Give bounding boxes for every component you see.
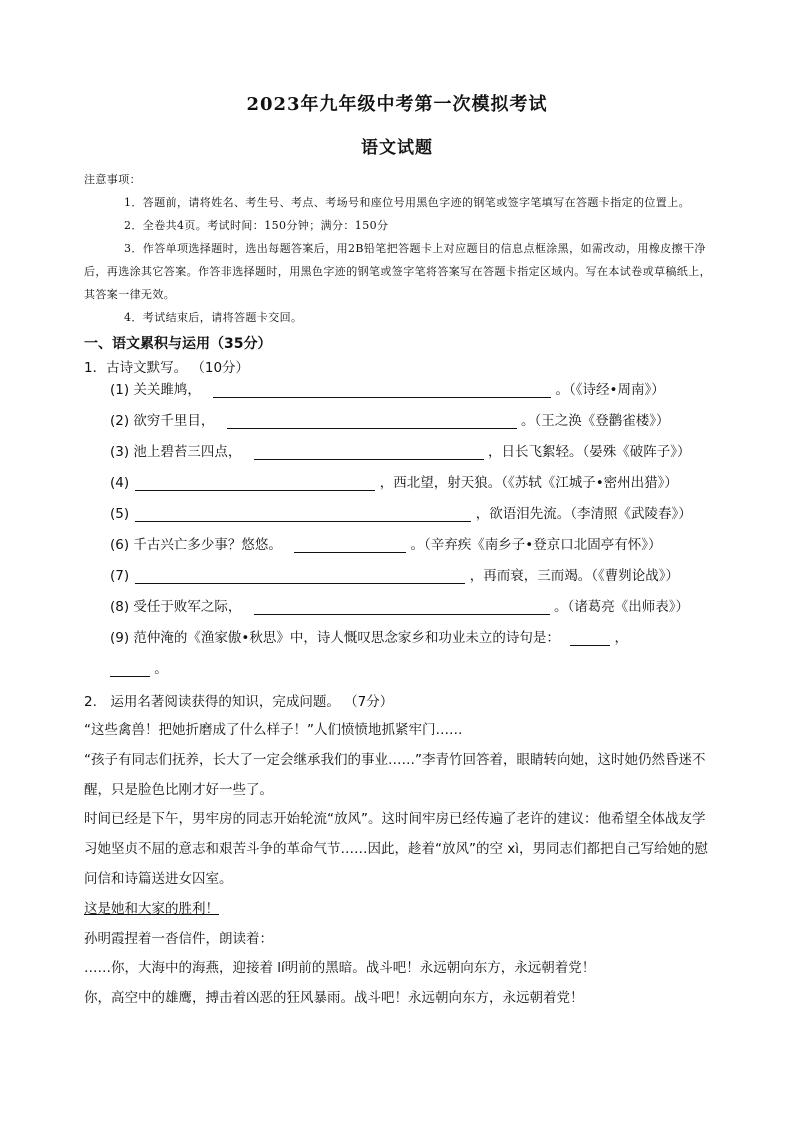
exam-title: 2023年九年级中考第一次模拟考试	[246, 94, 548, 115]
answer-blank[interactable]	[254, 441, 484, 460]
note-item: 4．考试结束后，请将答题卡交回。	[124, 311, 303, 324]
fill-line-1: (1) 关关雎鸠， 。（《诗经•周南》）	[110, 375, 720, 406]
passage-paragraph: “这些禽兽！把她折磨成了什么样子！”人们愤愤地抓紧牢门……	[84, 722, 463, 738]
answer-blank[interactable]	[135, 503, 471, 522]
answer-blank[interactable]	[254, 596, 550, 615]
passage-paragraph-underlined: 这是她和大家的胜利！	[84, 900, 219, 917]
passage-paragraph: 你，高空中的雄鹰，搏击着凶恶的狂风暴雨。战斗吧！永远朝向东方，永远朝着党！	[84, 990, 584, 1007]
answer-blank[interactable]	[227, 410, 517, 429]
fill-line-6: (6) 千古兴亡多少事？悠悠。 。（辛弃疾《南乡子•登京口北固亭有怀》）	[110, 530, 720, 561]
fill-line-7: (7) ，再而衰，三而竭。（《曹刿论战》）	[110, 561, 720, 592]
fill-line-9: (9) 范仲淹的《渔家傲•秋思》中，诗人慨叹思念家乡和功业未立的诗句是： ，	[110, 623, 720, 654]
note-item: 1．答题前，请将姓名、考生号、考点、考场号和座位号用黑色字迹的钢笔或签字笔填写在答题卡指定的位置上。	[124, 196, 690, 209]
fill-line-8: (8) 受任于败军之际， 。（诸葛亮《出师表》）	[110, 592, 720, 623]
passage-paragraph: ……你，大海中的海燕，迎接着 lí明前的黑暗。战斗吧！永远朝向东方，永远朝着党！	[84, 960, 596, 977]
answer-blank[interactable]	[110, 658, 150, 677]
question-1-label: 1．古诗文默写。 （10分）	[84, 360, 250, 376]
notes-heading: 注意事项：	[84, 173, 141, 186]
passage-paragraph: 时间已经是下午，男牢房的同志开始轮流“放风”。这时间牢房已经传遍了老许的建议：他希望全体战友学习她坚贞不屈的意志和艰苦斗争的革命气节……因此，趁着“放风”的空 xì，男同志们都把自己写给她的慰问信和诗篇送进女囚室。	[84, 811, 709, 887]
section-heading: 一、语文累积与运用（35分）	[84, 336, 272, 352]
answer-blank[interactable]	[135, 472, 375, 491]
fill-line-2: (2) 欲穷千里目， 。（王之涣《登鹳雀楼》）	[110, 406, 720, 437]
answer-blank[interactable]	[294, 534, 406, 553]
reading-passage	[84, 716, 714, 1014]
fill-line-3: (3) 池上碧苔三四点， ，日长飞絮轻。（晏殊《破阵子》）	[110, 437, 720, 468]
poem-fill-list	[110, 375, 720, 685]
fill-line-5: (5) ，欲语泪先流。（李清照《武陵春》）	[110, 499, 720, 530]
question-2-label: 2. 运用名著阅读获得的知识，完成问题。 （7分）	[84, 694, 394, 710]
passage-paragraph: 孙明霞捏着一沓信件，朗读着：	[84, 930, 273, 947]
answer-blank[interactable]	[213, 379, 551, 398]
passage-paragraph: “孩子有同志们抚养，长大了一定会继承我们的事业……”李青竹回答着，眼睛转向她，这时她仍然昏迷不醒，只是脸色比刚才好一些了。	[84, 751, 706, 798]
answer-blank[interactable]	[570, 627, 610, 646]
fill-line-9-cont: 。	[110, 654, 720, 685]
exam-subtitle: 语文试题	[361, 138, 433, 158]
notes-block	[84, 168, 712, 329]
note-item: 2．全卷共4页。考试时间：150分钟；满分：150分	[124, 219, 389, 232]
fill-line-4: (4) ，西北望，射天狼。（《苏轼《江城子•密州出猎》）	[110, 468, 720, 499]
answer-blank[interactable]	[135, 565, 465, 584]
note-item: 3．作答单项选择题时，选出每题答案后，用2B铅笔把答题卡上对应题目的信息点框涂黑，如需改动，用橡皮擦干净后，再选涂其它答案。作答非选择题时，用黑色字迹的钢笔或签字笔将答案写在答题卡指定区域内。写在本试卷或草稿纸上，其答案一律无效。	[84, 242, 711, 301]
